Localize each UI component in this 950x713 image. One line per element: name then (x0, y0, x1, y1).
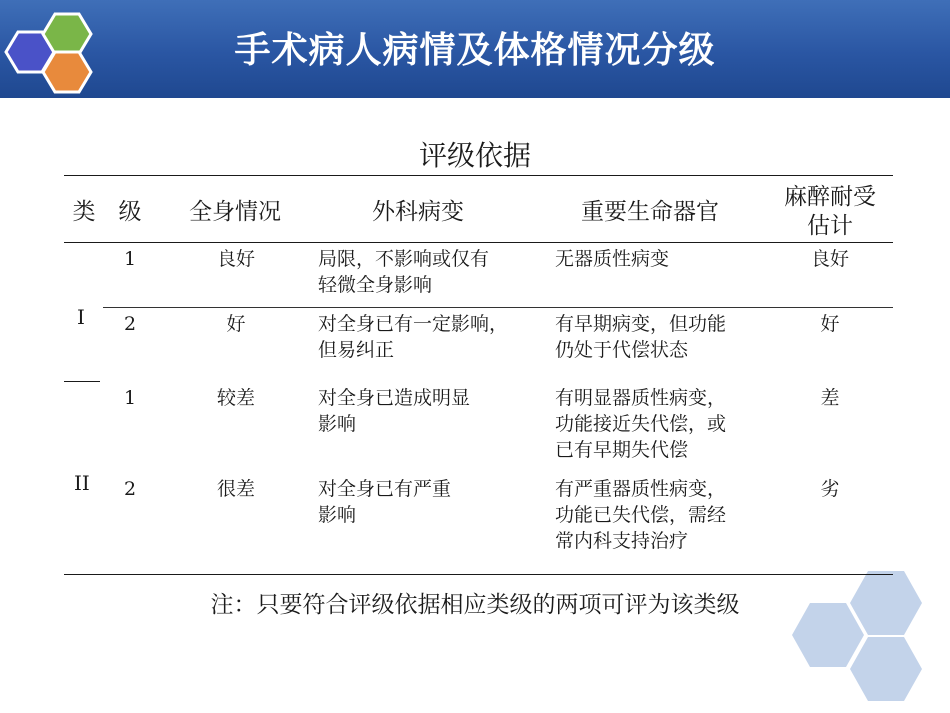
title-bar (0, 0, 950, 98)
row2-organs-1: 有早期病变，但功能 (555, 313, 727, 335)
table-top-rule (64, 175, 893, 176)
row4-organs-2: 功能已失代偿，需经 (555, 504, 727, 526)
criteria-heading: 评级依据 (418, 139, 531, 172)
row3-level: 1 (123, 387, 137, 409)
row3-organs-3: 已有早期失代偿 (555, 439, 689, 461)
header-general: 全身情况 (189, 199, 281, 225)
header-organs: 重要生命器官 (581, 199, 719, 225)
row4-level: 2 (123, 478, 137, 500)
row4-organs-3: 常内科支持治疗 (555, 530, 689, 552)
row1-tolerance: 良好 (810, 248, 849, 270)
row3-surgical-1: 对全身已造成明显 (318, 387, 471, 409)
row2-organs-2: 仍处于代偿状态 (555, 339, 689, 361)
class-label-1: I (77, 305, 85, 329)
row2-surgical-2: 但易纠正 (318, 339, 395, 361)
row1-surgical-1: 局限，不影响或仅有 (318, 248, 490, 270)
row3-surgical-2: 影响 (318, 413, 357, 435)
row4-surgical-2: 影响 (318, 504, 357, 526)
row4-tolerance: 劣 (820, 478, 840, 500)
row1-surgical-2: 轻微全身影响 (318, 274, 433, 296)
row3-organs-1: 有明显器质性病变， (555, 387, 727, 409)
header-category: 类 (72, 199, 96, 225)
row2-surgical-1: 对全身已有一定影响， (318, 313, 509, 335)
row1-level: 1 (123, 248, 137, 270)
row3-general: 较差 (216, 387, 255, 409)
row3-tolerance: 差 (820, 387, 840, 409)
row4-general: 很差 (216, 478, 255, 500)
row1-organs-1: 无器质性病变 (555, 248, 670, 270)
row4-organs-1: 有严重器质性病变， (555, 478, 727, 500)
row-separator (103, 307, 893, 308)
row1-general: 良好 (216, 248, 255, 270)
class-label-2: II (74, 471, 90, 495)
row2-tolerance: 好 (820, 313, 840, 335)
page-title: 手术病人病情及体格情况分级 (234, 30, 716, 71)
row4-surgical-1: 对全身已有严重 (318, 478, 452, 500)
row2-general: 好 (226, 313, 246, 335)
header-tolerance-line2: 估计 (807, 213, 853, 239)
footnote: 注：只要符合评级依据相应类级的两项可评为该类级 (210, 592, 740, 618)
row2-level: 2 (123, 313, 137, 335)
header-tolerance-line1: 麻醉耐受 (784, 184, 876, 210)
header-surgical: 外科病变 (372, 199, 464, 225)
table-bottom-rule (64, 574, 893, 575)
row3-organs-2: 功能接近失代偿，或 (555, 413, 727, 435)
header-bottom-rule (64, 242, 893, 243)
class-separator (64, 381, 100, 382)
header-level: 级 (118, 199, 142, 225)
